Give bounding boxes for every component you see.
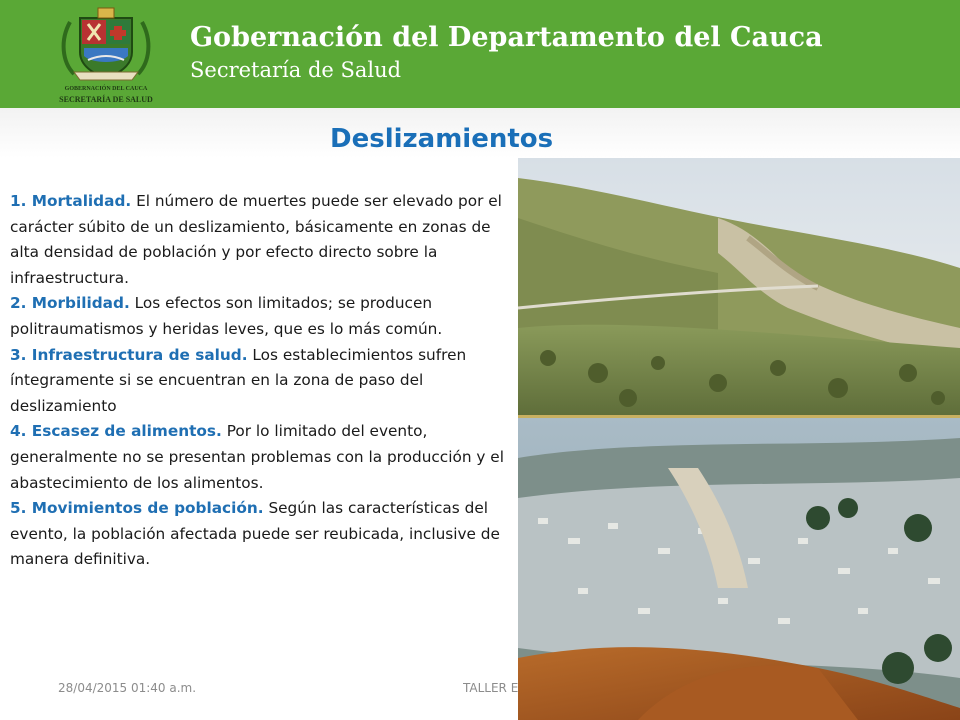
item-heading: 4. Escasez de alimentos. xyxy=(10,422,222,441)
footer-event-label: TALLER E xyxy=(463,681,518,695)
coat-of-arms-icon xyxy=(44,4,168,88)
item-text: Por lo limitado del evento, generalmente no se presentan problemas con la producción y el abastecimiento de los alimentos. xyxy=(10,422,504,492)
list-item xyxy=(10,496,508,573)
item-text: Los establecimientos sufren íntegramente si se encuentran en la zona de paso del deslizamiento xyxy=(10,345,467,415)
item-text: Según las características del evento, la población afectada puede ser reubicada, inclusive de manera definitiva. xyxy=(10,499,500,569)
footer-date: 28/04/2015 01:40 a.m. xyxy=(58,681,197,695)
list-item xyxy=(10,419,508,496)
header-subtitle: Secretaría de Salud xyxy=(190,58,402,82)
item-heading: 3. Infraestructura de salud. xyxy=(10,345,248,364)
list-item xyxy=(10,291,508,342)
logo-caption-bottom: SECRETARÍA DE SALUD xyxy=(59,95,153,104)
town-landslide-image xyxy=(518,418,960,720)
list-item xyxy=(10,343,508,420)
slide-title: Deslizamientos xyxy=(330,124,554,154)
item-heading: 5. Movimientos de población. xyxy=(10,499,264,518)
item-text: Los efectos son limitados; se producen politraumatismos y heridas leves, que es lo más común. xyxy=(10,294,443,338)
landslide-town-photo xyxy=(518,415,960,720)
item-heading: 1. Mortalidad. xyxy=(10,192,132,210)
hillside-landscape-image xyxy=(518,158,960,415)
effects-list xyxy=(10,189,508,573)
landslide-hillside-photo xyxy=(518,158,960,415)
item-heading: 2. Morbilidad. xyxy=(10,294,130,313)
list-item xyxy=(10,189,508,291)
secretaria-salud-logo xyxy=(44,4,168,108)
header-banner xyxy=(0,0,960,108)
logo-caption-top: GOBERNACIÓN DEL CAUCA xyxy=(64,86,148,92)
item-text: El número de muertes puede ser elevado por el carácter súbito de un deslizamiento, básicamente en zonas de alta densidad de población y por efecto directo sobre la infraestructura. xyxy=(10,192,502,287)
header-title: Gobernación del Departamento del Cauca xyxy=(190,22,823,53)
